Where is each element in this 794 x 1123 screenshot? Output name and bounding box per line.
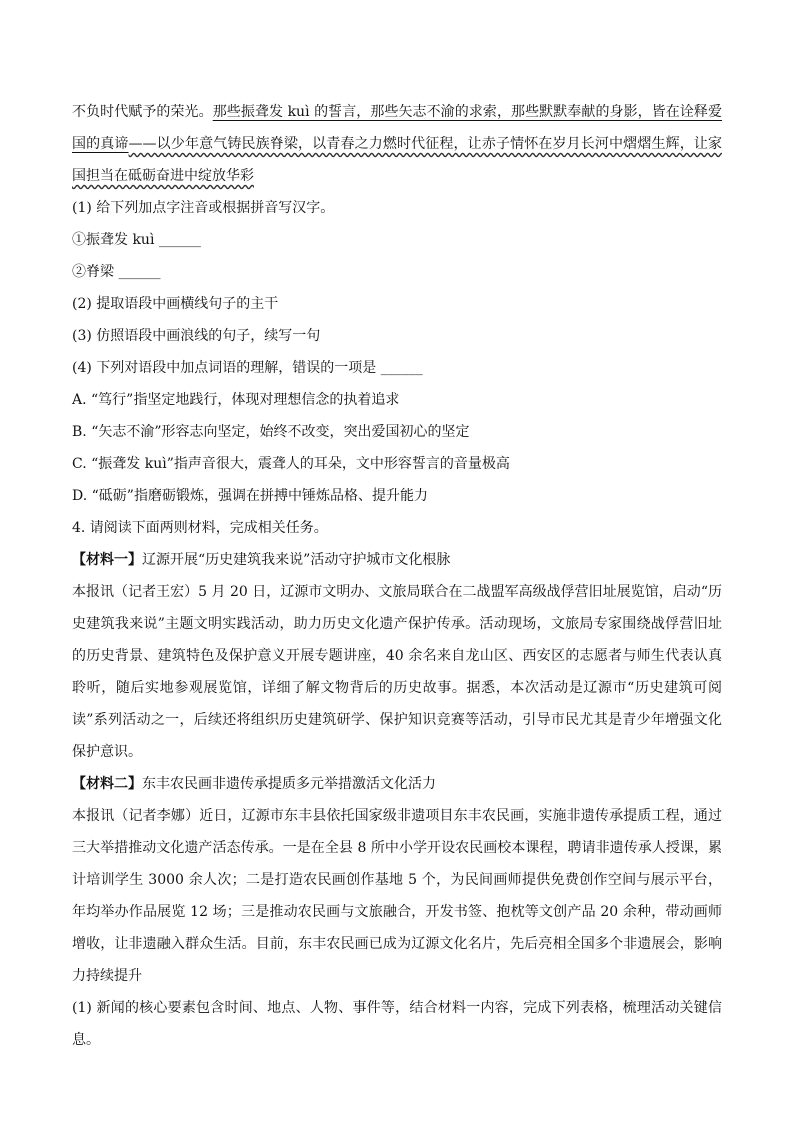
material2-heading: [72, 768, 722, 800]
question-4: (4) 下列对语段中加点词语的理解，错误的一项是 ______: [72, 360, 423, 376]
question-2: (2) 提取语段中画横线句子的主干: [72, 296, 279, 312]
material1-label: 【材料一】: [72, 552, 142, 568]
question-1: (1) 给下列加点字注音或根据拼音写汉字。: [72, 200, 335, 216]
material2-label: 【材料二】: [72, 776, 142, 792]
question-1a: ①振聋发 kuì ______: [72, 232, 201, 248]
material2-title: 东丰农民画非遗传承提质多元举措激活文化活力: [142, 776, 436, 792]
question-1b: ②脊梁 ______: [72, 264, 161, 280]
option-b: B. “矢志不渝”形容志向坚定，始终不改变，突出爱国初心的坚定: [72, 424, 470, 440]
material2-body: 本报讯（记者李娜）近日，辽源市东丰县依托国家级非遗项目东丰农民画，实施非遗传承提质工程，通过三大举措推动文化遗产活态传承。一是在全县 8 所中小学开设农民画校本课程，聘请非遗传承人授课，累计培训学生 3000 余人次；二是打造农民画创作基地 5 个，为民间画师提供免费创作空间与展示平台，年均举办作品展览 12 场；三是推动农民画与文旅融合，开发书签、抱枕等文创产品 20 余种，带动画师增收，让非遗融入群众生活。目前，东丰农民画已成为辽源文化名片，先后亮相全国多个非遗展会，影响力持续提升: [72, 808, 722, 984]
task-1: (1) 新闻的核心要素包含时间、地点、人物、事件等，结合材料一内容，完成下列表格，梳理活动关键信息。: [72, 1000, 722, 1048]
option-c: C. “振聋发 kuì”指声音很大，震聋人的耳朵，文中形容誓言的音量极高: [72, 456, 510, 472]
option-a: A. “笃行”指坚定地践行，体现对理想信念的执着追求: [72, 392, 400, 408]
passage-seg1: 不负时代赋予的荣光。: [72, 104, 213, 120]
passage-underlined-sentence: 那些振聋发 kuì 的誓言，那些矢志不渝的求索，那些默默奉献的身影，皆在诠释爱国的真谛: [72, 104, 722, 152]
option-d: D. “砥砺”指磨砺锻炼，强调在拼搏中锤炼品格、提升能力: [72, 488, 428, 504]
question-3: (3) 仿照语段中画浪线的句子，续写一句: [72, 328, 321, 344]
passage-paragraph: [72, 96, 722, 192]
section4-intro: 4. 请阅读下面两则材料，完成相关任务。: [72, 520, 328, 536]
passage-wavy-sentence: ——以少年意气铸民族脊梁，以青春之力燃时代征程，让赤子情怀在岁月长河中熠熠生辉，让家国担当在砥砺奋进中绽放华彩: [72, 136, 722, 184]
material1-title: 辽源开展“历史建筑我来说”活动守护城市文化根脉: [142, 552, 451, 568]
document-content: [72, 96, 722, 1056]
material1-body: 本报讯（记者王宏）5 月 20 日，辽源市文明办、文旅局联合在二战盟军高级战俘营旧址展览馆，启动“历史建筑我来说”主题文明实践活动，助力历史文化遗产保护传承。活动现场，文旅局专家围绕战俘营旧址的历史背景、建筑特色及保护意义开展专题讲座，40 余名来自龙山区、西安区的志愿者与师生代表认真聆听，随后实地参观展览馆，详细了解文物背后的历史故事。据悉，本次活动是辽源市“历史建筑可阅读”系列活动之一，后续还将组织历史建筑研学、保护知识竞赛等活动，引导市民尤其是青少年增强文化保护意识。: [72, 584, 722, 760]
material1-heading: [72, 544, 722, 576]
